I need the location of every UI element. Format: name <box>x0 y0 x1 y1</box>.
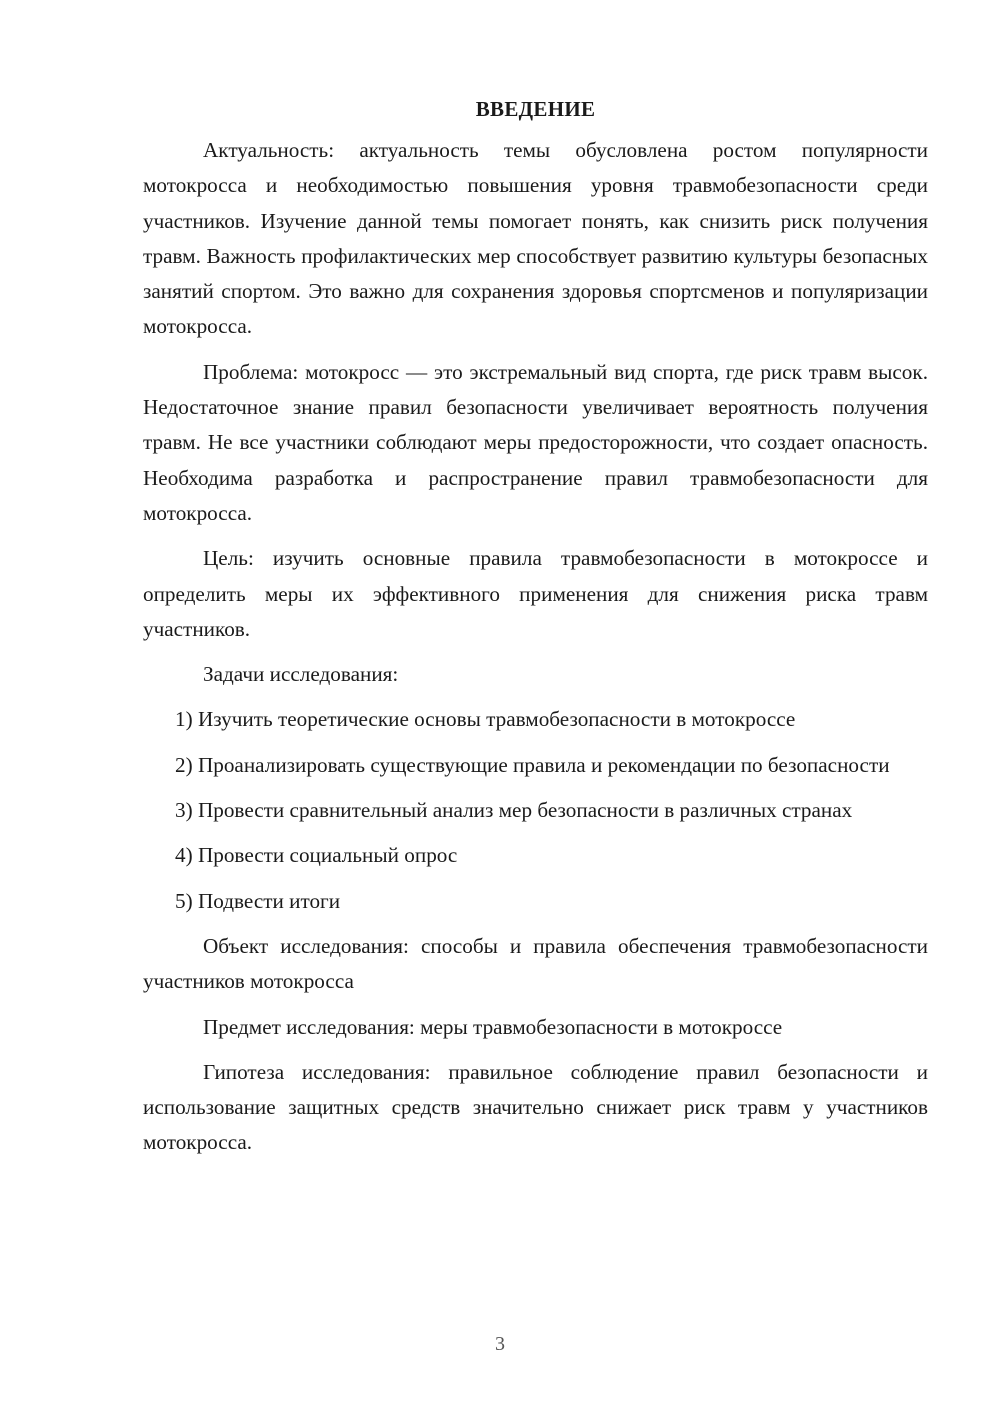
task-item-2: 2) Проанализировать существующие правила и рекомендации по безопасности <box>175 752 890 777</box>
subject-paragraph: Предмет исследования: меры травмобезопасности в мотокроссе <box>203 1014 783 1039</box>
hypothesis-paragraph: Гипотеза исследования: правильное соблюдение правил безопасности и использование защитных средств значительно снижает риск травм у участников мотокросса. <box>143 1059 928 1155</box>
section-heading: ВВЕДЕНИЕ <box>475 97 596 121</box>
task-item-5: 5) Подвести итоги <box>175 888 341 913</box>
object-paragraph: Объект исследования: способы и правила обеспечения травмобезопасности участников мотокросса <box>143 933 928 994</box>
goal-paragraph: Цель: изучить основные правила травмобезопасности в мотокроссе и определить меры их эффективного применения для снижения риска травм участников. <box>143 546 928 641</box>
task-item-3: 3) Провести сравнительный анализ мер безопасности в различных странах <box>175 798 853 823</box>
page-number: 3 <box>495 1333 505 1355</box>
task-item-4: 4) Провести социальный опрос <box>175 843 458 868</box>
tasks-title: Задачи исследования: <box>203 662 399 687</box>
relevance-paragraph: Актуальность: актуальность темы обусловлена ростом популярности мотокросса и необходимостью повышения уровня травмобезопасности среди участников. Изучение данной темы помогает понять, как снизить риск получения травм. Важность профилактических мер способствует развитию культуры безопасных занятий спортом. Это важно для сохранения здоровья спортсменов и популяризации мотокросса. <box>143 138 928 339</box>
task-item-1: 1) Изучить теоретические основы травмобезопасности в мотокроссе <box>175 707 796 732</box>
problem-paragraph: Проблема: мотокросс — это экстремальный вид спорта, где риск травм высок. Недостаточное знание правил безопасности увеличивает вероятность получения травм. Не все участники соблюдают меры предосторожности, что создает опасность. Необходима разработка и распространение правил травмобезопасности для мотокросса. <box>143 359 928 525</box>
document-page <box>143 92 928 1171</box>
